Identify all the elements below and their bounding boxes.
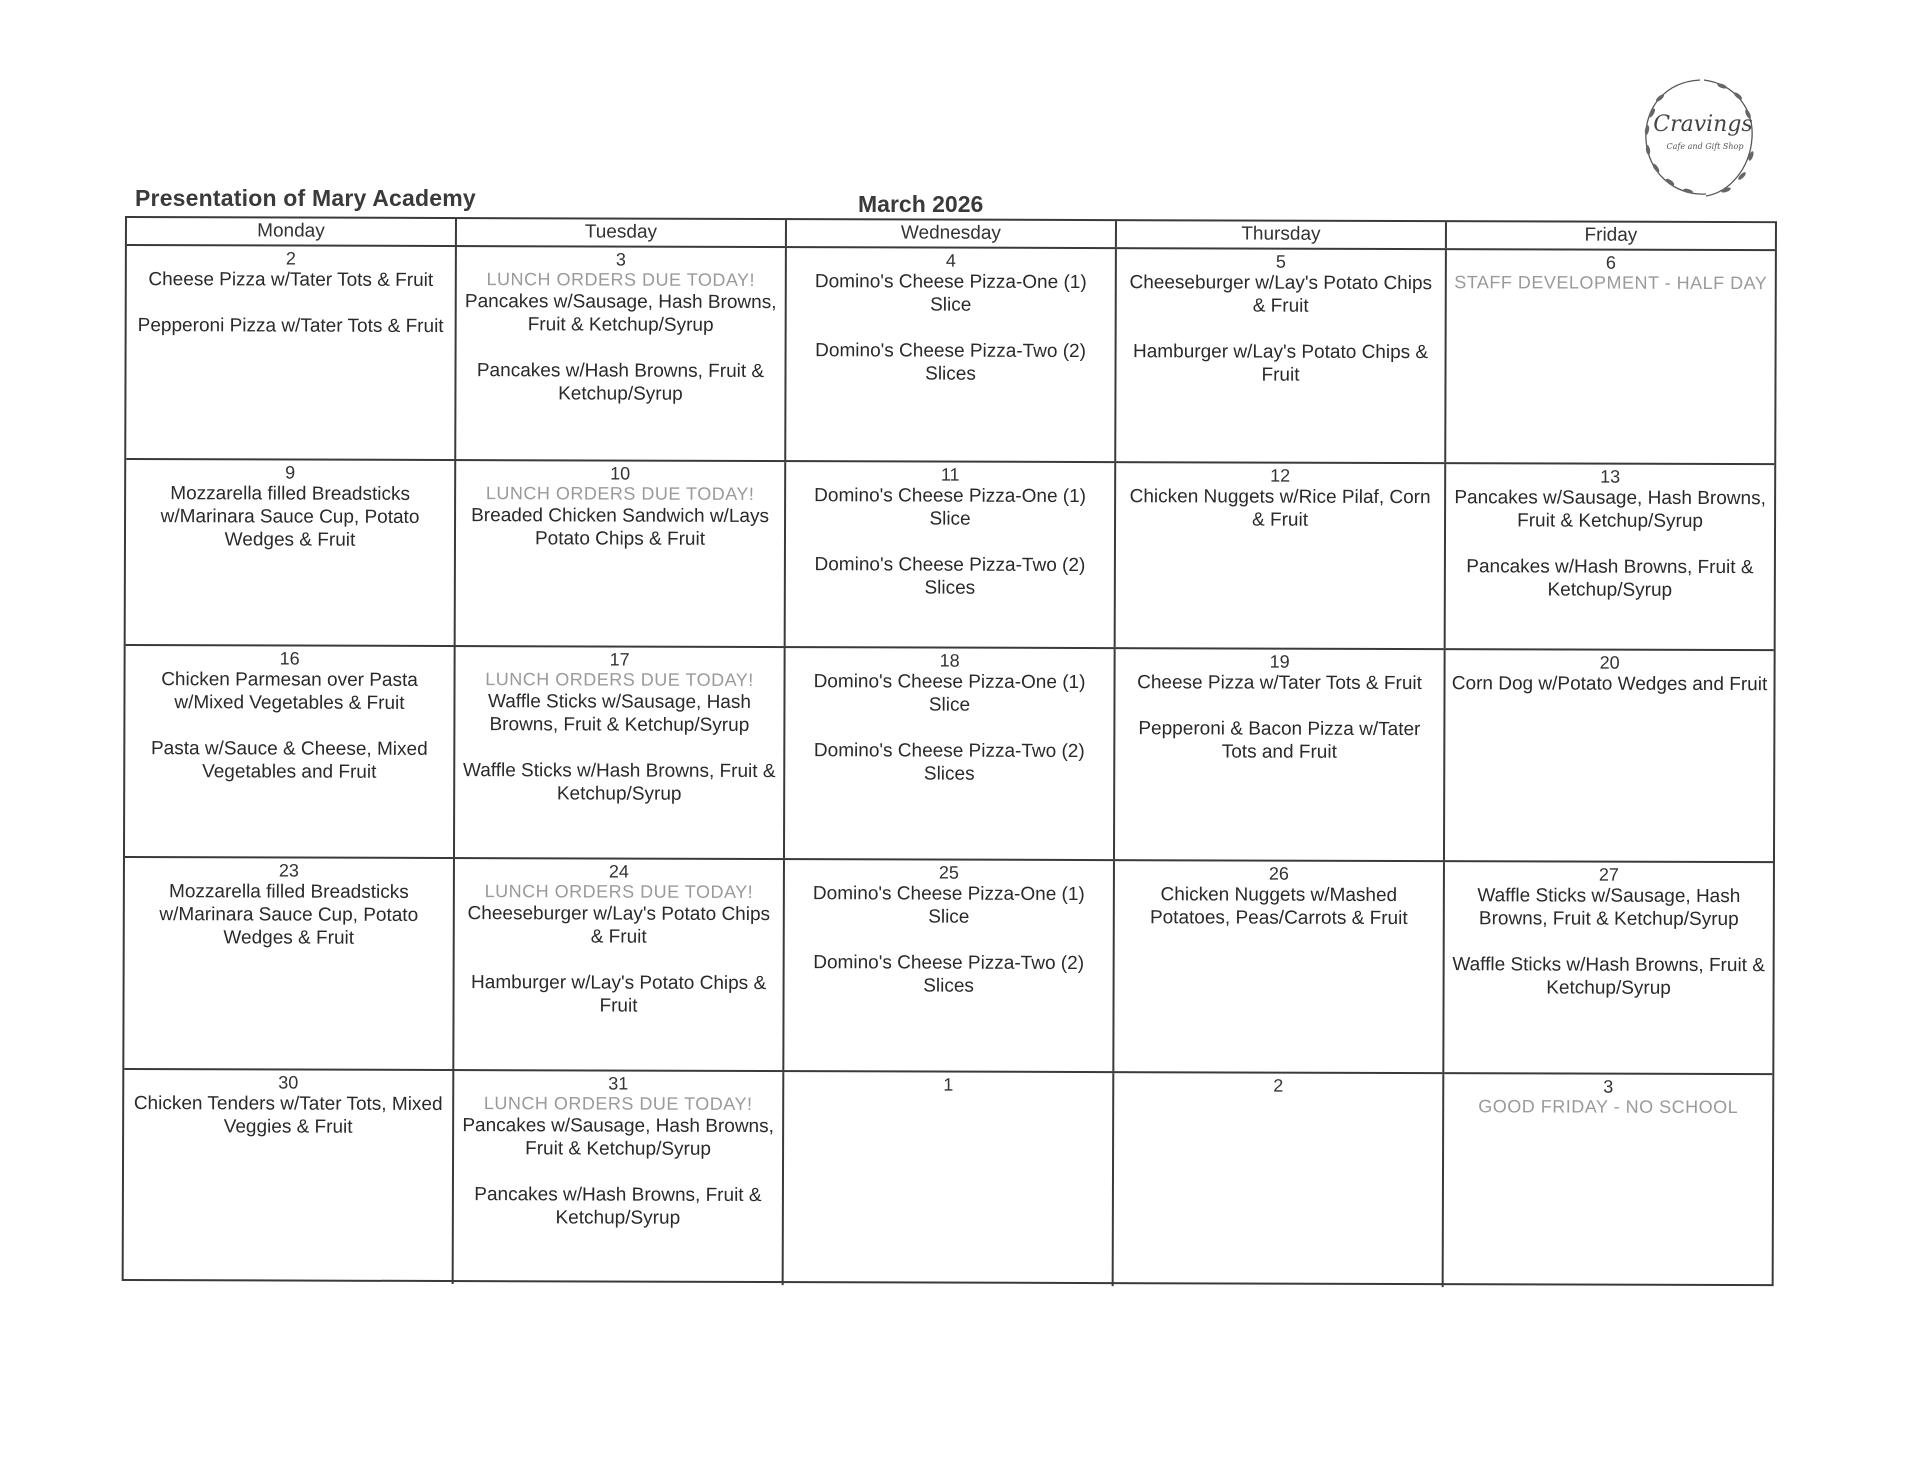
- day-cell: [784, 1072, 1115, 1286]
- day-cell: [1446, 464, 1775, 649]
- menu-item: Domino's Cheese Pizza-One (1) Slice: [813, 671, 1086, 716]
- menu-item: Waffle Sticks w/Sausage, Hash Browns, Fruit & Ketchup/Syrup: [1477, 885, 1741, 931]
- day-cell: [124, 1070, 455, 1284]
- day-notice: LUNCH ORDERS DUE TODAY!: [486, 269, 756, 290]
- day-number: 3: [1603, 1076, 1614, 1097]
- menu-item: Cheeseburger w/Lay's Potato Chips & Fruit: [1129, 272, 1433, 317]
- menu-item: Mozzarella filled Breadsticks w/Marinara Sauce Cup, Potato Wedges & Fruit: [159, 881, 419, 949]
- day-cell: [1446, 250, 1775, 463]
- day-number: 11: [940, 464, 960, 485]
- day-number: 13: [1600, 466, 1621, 487]
- day-cell: [124, 858, 455, 1069]
- menu-item: Domino's Cheese Pizza-One (1) Slice: [814, 271, 1087, 316]
- day-cell: [126, 246, 457, 459]
- day-cell: [785, 648, 1116, 859]
- menu-item: Pancakes w/Sausage, Hash Browns, Fruit & Ketchup/Syrup: [1454, 487, 1766, 532]
- day-cell: [1116, 463, 1447, 648]
- day-number: 25: [938, 862, 959, 883]
- day-cell: [454, 859, 785, 1070]
- menu-item: Chicken Nuggets w/Mashed Potatoes, Peas/Carrots & Fruit: [1149, 884, 1408, 930]
- day-number: 23: [278, 860, 299, 881]
- day-notice: LUNCH ORDERS DUE TODAY!: [484, 881, 754, 902]
- day-number: 1: [943, 1074, 954, 1095]
- day-number: 5: [1275, 251, 1286, 272]
- day-cell: [454, 1071, 785, 1285]
- day-number: 18: [939, 650, 960, 671]
- day-number: 10: [610, 463, 631, 484]
- day-number: 20: [1599, 652, 1620, 673]
- day-number: 6: [1605, 252, 1616, 273]
- day-cell: [784, 860, 1115, 1071]
- day-cell: [786, 248, 1117, 461]
- menu-item: Breaded Chicken Sandwich w/Lays Potato Chips & Fruit: [471, 505, 770, 550]
- day-cell: [1444, 862, 1773, 1073]
- day-number: 24: [608, 861, 629, 882]
- week-row: [125, 646, 1774, 863]
- day-number: 12: [1270, 465, 1291, 486]
- menu-item: Pepperoni Pizza w/Tater Tots & Fruit: [137, 315, 444, 338]
- menu-item: Waffle Sticks w/Sausage, Hash Browns, Fruit & Ketchup/Syrup: [487, 691, 751, 736]
- menu-item: Cheese Pizza w/Tater Tots & Fruit: [148, 269, 434, 291]
- logo-subtitle: Cafe and Gift Shop: [1666, 142, 1744, 151]
- day-cell: [1115, 649, 1446, 860]
- menu-item: Domino's Cheese Pizza-One (1) Slice: [812, 883, 1085, 928]
- cravings-logo: [1630, 68, 1770, 208]
- day-cell: [125, 646, 456, 857]
- day-notice: LUNCH ORDERS DUE TODAY!: [485, 669, 754, 690]
- menu-item: Pasta w/Sauce & Cheese, Mixed Vegetables and Fruit: [150, 738, 428, 783]
- week-row: [126, 460, 1775, 651]
- lunch-calendar: [122, 216, 1777, 1286]
- day-number: 30: [278, 1072, 299, 1093]
- day-notice: GOOD FRIDAY - NO SCHOOL: [1478, 1096, 1739, 1118]
- day-number: 9: [285, 462, 296, 483]
- wreath-icon: [1630, 68, 1770, 208]
- weekday-thursday: Thursday: [1117, 221, 1447, 248]
- menu-item: Mozzarella filled Breadsticks w/Marinara Sauce Cup, Potato Wedges & Fruit: [160, 483, 420, 551]
- day-cell: [1114, 861, 1445, 1072]
- weekday-tuesday: Tuesday: [457, 219, 787, 246]
- day-cell: [455, 647, 786, 858]
- menu-item: Pancakes w/Hash Browns, Fruit & Ketchup/Syrup: [476, 360, 765, 405]
- weekday-friday: Friday: [1584, 224, 1638, 246]
- day-number: 27: [1598, 864, 1619, 885]
- menu-item: Chicken Tenders w/Tater Tots, Mixed Veggies & Fruit: [133, 1093, 443, 1138]
- menu-item: Domino's Cheese Pizza-Two (2) Slices: [813, 952, 1085, 997]
- week-row: [126, 246, 1775, 465]
- day-number: 16: [279, 648, 300, 669]
- menu-item: Hamburger w/Lay's Potato Chips & Fruit: [471, 972, 767, 1017]
- day-notice: LUNCH ORDERS DUE TODAY!: [485, 483, 755, 504]
- calendar-weeks: [124, 246, 1775, 1288]
- menu-item: Cheese Pizza w/Tater Tots & Fruit: [1137, 672, 1422, 695]
- menu-item: Corn Dog w/Potato Wedges and Fruit: [1451, 673, 1768, 696]
- menu-item: Domino's Cheese Pizza-Two (2) Slices: [815, 340, 1087, 385]
- day-cell: [1116, 249, 1447, 462]
- week-row: [124, 858, 1773, 1075]
- menu-item: Pepperoni & Bacon Pizza w/Tater Tots and Fruit: [1138, 718, 1421, 763]
- day-number: 17: [609, 649, 630, 670]
- day-number: 26: [1268, 863, 1289, 884]
- menu-item: Waffle Sticks w/Hash Browns, Fruit & Ketchup/Syrup: [1452, 954, 1765, 999]
- menu-item: Cheeseburger w/Lay's Potato Chips & Fruit: [467, 903, 771, 948]
- menu-item: Chicken Parmesan over Pasta w/Mixed Vegetables & Fruit: [161, 669, 418, 714]
- school-title: Presentation of Mary Academy: [135, 185, 476, 211]
- day-notice: STAFF DEVELOPMENT - HALF DAY: [1454, 272, 1768, 294]
- menu-item: Domino's Cheese Pizza-Two (2) Slices: [813, 740, 1085, 785]
- week-row: [124, 1070, 1773, 1288]
- day-number: 4: [945, 250, 956, 271]
- day-number: 2: [1273, 1075, 1284, 1096]
- menu-item: Hamburger w/Lay's Potato Chips & Fruit: [1132, 341, 1429, 386]
- day-cell: [1114, 1073, 1445, 1287]
- weekday-wednesday: Wednesday: [787, 220, 1117, 247]
- day-number: 31: [608, 1073, 629, 1094]
- day-cell: [456, 461, 787, 646]
- day-cell: [786, 462, 1117, 647]
- day-cell: [1444, 1074, 1773, 1288]
- day-notice: LUNCH ORDERS DUE TODAY!: [483, 1093, 753, 1114]
- day-number: 3: [615, 249, 626, 270]
- day-cell: [456, 247, 787, 460]
- day-number: 2: [285, 248, 296, 269]
- day-cell: [126, 460, 457, 645]
- month-title: March 2026: [858, 191, 984, 217]
- logo-name: Cravings: [1653, 112, 1753, 137]
- menu-item: Chicken Nuggets w/Rice Pilaf, Corn & Fruit: [1129, 486, 1431, 531]
- day-cell: [1445, 650, 1774, 861]
- menu-item: Pancakes w/Sausage, Hash Browns, Fruit & Ketchup/Syrup: [462, 1115, 774, 1160]
- day-number: 19: [1269, 651, 1290, 672]
- menu-item: Domino's Cheese Pizza-Two (2) Slices: [814, 554, 1086, 599]
- menu-item: Pancakes w/Hash Browns, Fruit & Ketchup/Syrup: [1466, 556, 1754, 601]
- weekday-monday: Monday: [127, 218, 457, 245]
- menu-item: Pancakes w/Sausage, Hash Browns, Fruit & Ketchup/Syrup: [464, 291, 777, 336]
- menu-item: Domino's Cheese Pizza-One (1) Slice: [814, 485, 1087, 530]
- menu-item: Waffle Sticks w/Hash Browns, Fruit & Ketchup/Syrup: [462, 760, 776, 805]
- menu-item: Pancakes w/Hash Browns, Fruit & Ketchup/Syrup: [474, 1184, 762, 1229]
